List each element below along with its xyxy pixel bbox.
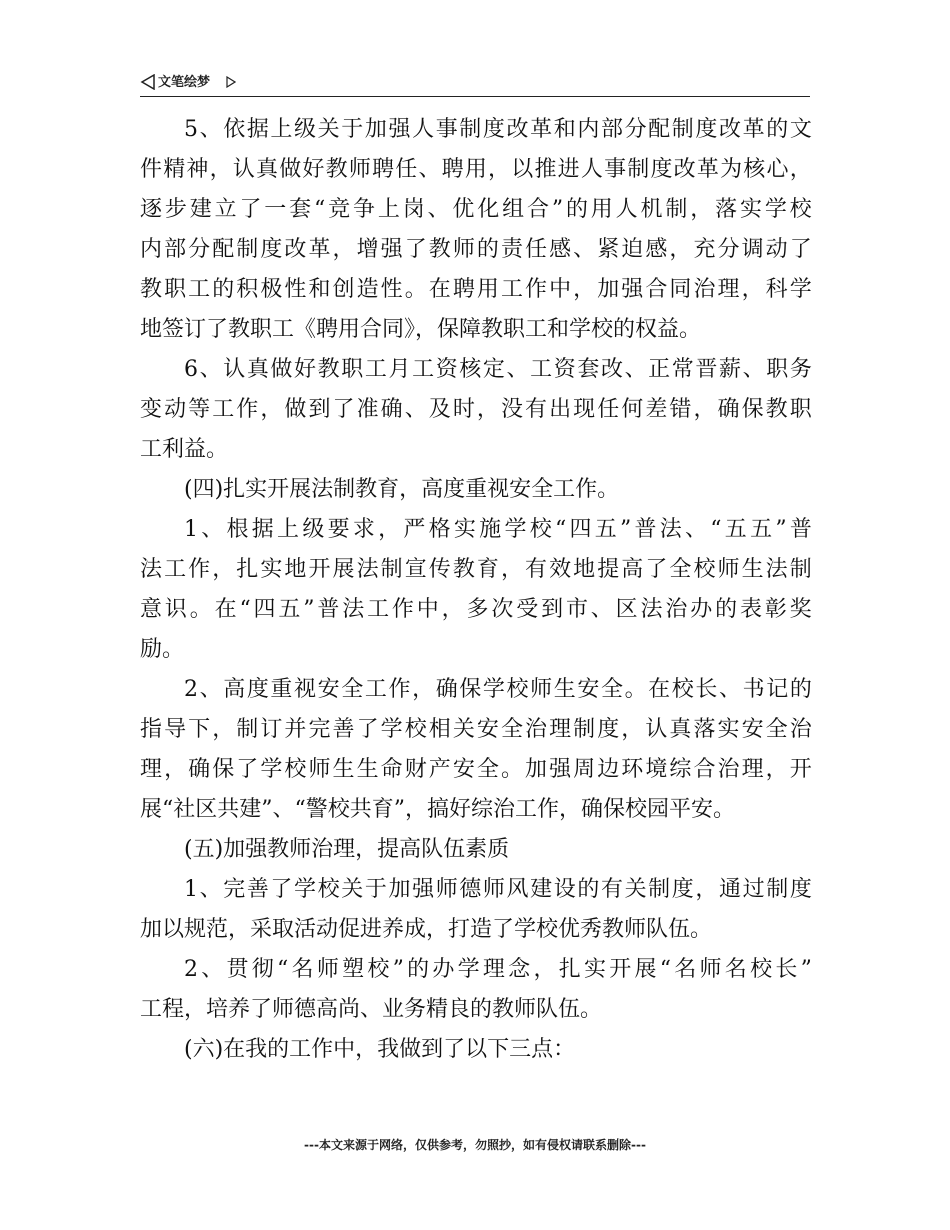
paragraph-1-line: 5 、 依 据 上 级 关 于 加 强 人 事 制 度 改 革 和 内 部 分 配 制 度 改 革 的 文 [184,117,812,142]
paragraph-5-line: 指 导 下 ， 制 订 并 完 善 了 学 校 相 关 安 全 治 理 制 度 ， 认 真 落 实 安 全 治 [140,717,812,742]
paragraph-7-line: 加以规范，采取活动促进养成，打造了学校优秀教师队伍。 [140,917,713,942]
document-body [140,110,812,1070]
triangle-left-icon [140,74,156,90]
paragraph-5-line: 2 、 高 度 重 视 安 全 工 作 ， 确 保 学 校 师 生 安 全 。 在 校 长 、 书 记 的 [184,677,812,702]
paragraph-1-line: 件 精 神 ， 认 真 做 好 教 师 聘 任 、 聘 用 ， 以 推 进 人 事 制 度 改 革 为 核 心 ， [140,157,812,182]
paragraph-4-line: 意 识 。 在 “ 四 五 ” 普 法 工 作 中 ， 多 次 受 到 市 、 区 法 治 办 的 表 彰 奖 [140,597,812,622]
paragraph-2-line: 工利益。 [140,437,229,462]
paragraph-4-line: 励。 [140,637,185,662]
paragraph-5-line: 理 ， 确 保 了 学 校 师 生 生 命 财 产 安 全 。 加 强 周 边 环 境 综 合 治 理 ， 开 [140,757,812,782]
page-header [140,72,810,97]
triangle-right-icon [226,76,236,88]
paragraph-7-line: 1 、 完 善 了 学 校 关 于 加 强 师 德 师 风 建 设 的 有 关 制 度 ， 通 过 制 度 [184,877,812,902]
paragraph-9-line: (六)在我的工作中，我做到了以下三点： [184,1037,576,1062]
paragraph-2-line: 6 、 认 真 做 好 教 职 工 月 工 资 核 定 、 工 资 套 改 、 正 常 晋 薪 、 职 务 [184,357,812,382]
footer-disclaimer: ---本文来源于网络，仅供参考，勿照抄，如有侵权请联系删除--- [304,1138,646,1152]
paragraph-8-line: 工程，培养了师德高尚、业务精良的教师队伍。 [140,997,603,1022]
paragraph-1-line: 教 职 工 的 积 极 性 和 创 造 性 。 在 聘 用 工 作 中 ， 加 强 合 同 治 理 ， 科 学 [140,277,812,302]
paragraph-3-line: (四)扎实开展法制教育，高度重视安全工作。 [184,477,620,502]
paragraph-4-line: 法 工 作 ， 扎 实 地 开 展 法 制 宣 传 教 育 ， 有 效 地 提 高 了 全 校 师 生 法 制 [140,557,812,582]
paragraph-1-line: 内 部 分 配 制 度 改 革 ， 增 强 了 教 师 的 责 任 感 、 紧 迫 感 ， 充 分 调 动 了 [140,237,812,262]
paragraph-5-line: 展“社区共建”、“警校共育”，搞好综治工作，确保校园平安。 [140,797,735,822]
header-brand: 文笔绘梦 [158,75,211,90]
paragraph-8-line: 2 、 贯 彻 “ 名 师 塑 校 ” 的 办 学 理 念 ， 扎 实 开 展 “ 名 师 名 校 长 ” [184,957,812,982]
paragraph-1-line: 逐 步 建 立 了 一 套 “ 竞 争 上 岗 、 优 化 组 合 ” 的 用 人 机 制 ， 落 实 学 校 [140,197,812,222]
paragraph-2-line: 变 动 等 工 作 ， 做 到 了 准 确 、 及 时 ， 没 有 出 现 任 何 差 错 ， 确 保 教 职 [140,397,812,422]
paragraph-6-line: (五)加强教师治理，提高队伍素质 [184,837,510,862]
paragraph-1-line: 地签订了教职工《聘用合同》，保障教职工和学校的权益。 [140,317,702,342]
paragraph-4-line: 1 、 根 据 上 级 要 求 ， 严 格 实 施 学 校 “ 四 五 ” 普 法 、 “ 五 五 ” 普 [184,517,812,542]
